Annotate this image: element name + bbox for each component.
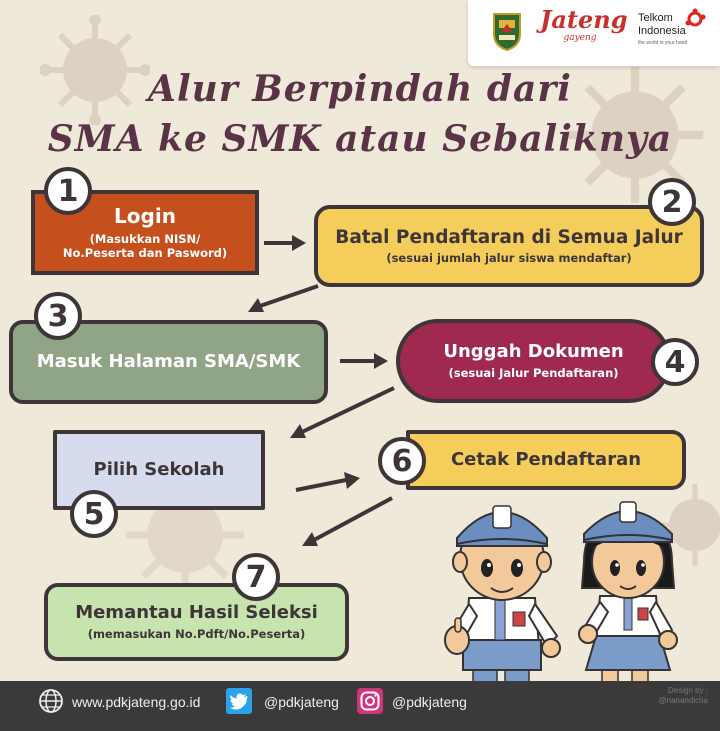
designer-credit-line2: @nanandicha xyxy=(658,696,708,706)
step-5-title: Pilih Sekolah xyxy=(93,458,225,480)
designer-credit-line1: Design by : xyxy=(667,686,708,695)
step-6-box xyxy=(406,430,686,490)
footer-twitter-handle[interactable]: @pdkjateng xyxy=(264,694,339,710)
step-2-box xyxy=(314,205,704,287)
step-7-title: Memantau Hasil Seleksi xyxy=(75,601,318,623)
designer-credit xyxy=(640,686,708,707)
step-3-title: Masuk Halaman SMA/SMK xyxy=(36,350,301,372)
step-7-subtitle: (memasukan No.Pdft/No.Peserta) xyxy=(87,626,306,641)
step-7-box xyxy=(44,583,349,661)
step-1-number: 1 xyxy=(44,167,92,215)
page-title-line1: Alur Berpindah dari xyxy=(148,68,572,110)
step-6-title: Cetak Pendaftaran xyxy=(450,448,642,470)
step-2-number: 2 xyxy=(648,178,696,226)
footer-website-link[interactable]: www.pdkjateng.go.id xyxy=(72,694,201,710)
province-seal-icon xyxy=(490,10,524,52)
jateng-logo xyxy=(540,5,628,43)
arrow-5-to-6 xyxy=(294,470,362,496)
telkom-logo-text: Telkom Indonesia xyxy=(638,12,686,37)
logo-panel xyxy=(468,0,720,66)
telkom-tagline: the world in your hand xyxy=(638,40,688,47)
jateng-tagline: gayeng xyxy=(563,33,597,43)
twitter-icon xyxy=(226,688,252,714)
footer-instagram-handle[interactable]: @pdkjateng xyxy=(392,694,467,710)
arrow-2-to-3 xyxy=(244,282,322,318)
telkom-logo xyxy=(638,12,713,46)
instagram-icon xyxy=(357,688,383,714)
step-1-subtitle-line1: (Masukkan NISN/ xyxy=(89,231,201,246)
step-1-subtitle-line2: No.Peserta dan Pasword) xyxy=(62,246,228,260)
step-1-title: Login xyxy=(114,203,176,228)
telkom-logo-icon xyxy=(684,8,706,30)
arrow-4-to-5 xyxy=(286,384,398,442)
step-2-subtitle: (sesuai jumlah jalur siswa mendaftar) xyxy=(386,250,632,265)
step-6-number: 6 xyxy=(378,437,426,485)
step-7-number: 7 xyxy=(232,553,280,601)
globe-icon xyxy=(38,688,64,714)
arrow-1-to-2 xyxy=(262,232,308,254)
step-4-title: Unggah Dokumen xyxy=(443,340,624,362)
jateng-logo-text: Jateng xyxy=(540,5,628,34)
step-4-box xyxy=(396,319,671,403)
step-4-number: 4 xyxy=(651,338,699,386)
step-3-number: 3 xyxy=(34,292,82,340)
arrow-6-to-7 xyxy=(298,494,396,550)
student-boy-illustration xyxy=(435,488,575,688)
step-5-number: 5 xyxy=(70,490,118,538)
student-girl-illustration xyxy=(570,488,690,688)
step-2-title: Batal Pendaftaran di Semua Jalur xyxy=(335,226,683,248)
arrow-3-to-4 xyxy=(338,350,390,372)
step-4-subtitle: (sesuai Jalur Pendaftaran) xyxy=(448,365,619,380)
page-title-line2: SMA ke SMK atau Sebaliknya xyxy=(47,118,673,160)
